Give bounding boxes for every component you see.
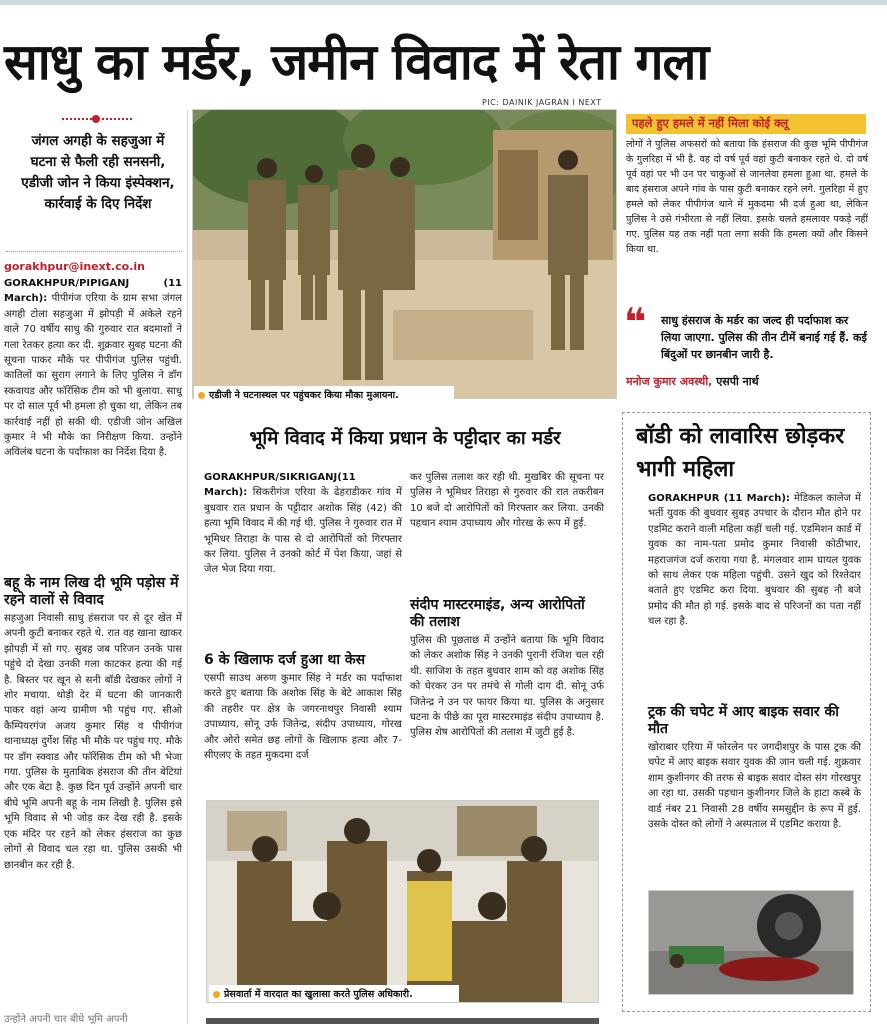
photo-caption xyxy=(209,985,459,1002)
story2-para2: एसपी साउथ अरुण कुमार सिंह ने मर्डर का पर्दाफाश करते हुए बताया कि अशोक सिंह के बेटे आकाश सिंह की तहरीर पर क्षेत्र के जगरनाथपुर निवासी श्याम उपाध्याय, सोनू उर्फ जितेन्द्र, संदीप उपाध्याय, गोरख और ओरो समेत छह लोगों के खिलाफ हत्या और 7-सीएलए के तहत मुकदमा दर्ज xyxy=(204,673,402,762)
divider xyxy=(6,251,182,252)
sidebar-kicker: पहले हुए हमले में नहीं मिला कोई क्लू xyxy=(626,114,866,134)
pull-quote: साधु हंसराज के मर्डर का जल्द ही पर्दाफाश कर लिया जाएगा. पुलिस की तीन टीमें बनाई गई हैं. कई बिंदुओं पर छानबीन जारी है. xyxy=(661,314,867,361)
dateline: GORAKHPUR (11 March): xyxy=(648,493,790,504)
dateline: GORAKHPUR/SIKRIGANJ(11 March): xyxy=(204,472,356,499)
deck-ornament xyxy=(62,118,132,122)
bullet-icon xyxy=(213,991,220,998)
cut-off-text: उन्होंने अपनी चार बीघे भूमि अपनी xyxy=(4,1014,128,1024)
subheading: ट्रक की चपेट में आए बाइक सवार की मौत xyxy=(648,704,839,737)
body-text: सिकरीगंज एरिया के ढेहराडीकर गांव में बुधवार रात प्रधान के पट्टीदार अशोक सिंह (42) की हत्या भूमि विवाद में की गई थी. पुलिस ने गुरुवार रात में भूमिधर तिराहा के पास से दो आरोपितों को गिरफ्तार कर लिया. पुलिस ने उनको कोर्ट में पेश किया, जहां से जेल भेज दिया गया. xyxy=(204,487,402,576)
subheading: 6 के खिलाफ दर्ज हुआ था केस xyxy=(204,652,366,668)
author-role: एसपी नार्थ xyxy=(716,375,759,388)
story2-para1 xyxy=(204,470,402,578)
photo-strip xyxy=(206,1018,599,1024)
photo-caption xyxy=(194,386,454,403)
subheading: संदीप मास्टरमाइंड, अन्य आरोपितों की तलाश xyxy=(410,597,585,630)
top-border xyxy=(0,0,887,5)
story2-col2-para1: कर पुलिस तलाश कर रही थी. मुखबिर की सूचना पर पुलिस ने भूमिधर तिराहा से गुरुवार की रात तकरीबन 10 बजे दो आरोपितों को गिरफ्तार कर लिया. उनकी पहचान श्याम उपाध्याय और गोरख के रूप में हुई. xyxy=(410,472,604,530)
quote-icon: ❝ xyxy=(624,300,647,344)
dateline: GORAKHPUR/PIPIGANJ (11 March): xyxy=(4,278,182,305)
sidebox-para2: खोराबार एरिया में फोरलेन पर जगदीशपुर के पास ट्रक की चपेट में आए बाइक सवार युवक की जान चली गई. शुक्रवार शाम कुशीनगर की तरफ से बाइक सवार दोस्त संग गोरखपुर आ रहा था. उसकी पहचान कुशीनगर जिले के हाटा कस्बे के वार्ड नंबर 21 निवासी 28 वर्षीय समसुद्दीन के रूप में हुई. उसके दोस्त को लोगों ने अस्पताल में एडमिट कराया है. xyxy=(648,742,861,831)
body-text: पीपीगंज एरिया के ग्राम सभा जंगल अगही टोला सहजुआ में झोपड़ी में अकेले रहने वाले 70 वर्षीय साधु की गुरुवार रात बदमाशों ने गला रेतकर हत्या कर दी. शुक्रवार सुबह घटना की सूचना पाकर मौके पर पीपीगंज पुलिस पहुंची. कातिलों का सुराग लगाने के लिए पुलिस ने डॉग स्कवायड और फॉरेंसिक टीम को भी बुलाया. साधु पर दो साल पूर्व भी हमला हो चुका था, लेकिन तब कार्रवाई नहीं हो सकी थी. एडीजी जोन अखिल कुमार ने भी मौके का निरीक्षण किया. उन्होंने अविलंब घटना के पर्दाफाश का निर्देश दिया है. xyxy=(4,293,183,459)
main-story-para2: सहजुआ निवासी साधु हंसराज पर से दूर खेत में अपनी कुटी बनाकर रहते थे. रात वह खाना खाकर झोपड़ी में सो गए. सुबह जब परिजन उनके पास पहुंचे दो देखा उनकी गला काटकर हत्या की गई है. बिस्तर पर खून से सनी बॉडी देखकर लोगों ने शोर मचाया. थोड़ी देर में घटना की जानकारी पाकर वहां अन्य ग्रामीण भी पहुंच गए. सीओ कैम्पियरगंज अजय कुमार सिंह व पीपीगंज थानाध्यक्ष दुर्गेश सिंह भी मौके पर पहुंच गए. मौके पर डॉग स्क्वाड और फॉरेंसिक टीम को भी भेजा गया. पुलिस के मुताबिक हंसराज की तीन बेटियां और एक बेटा है. कुछ दिन पूर्व उन्होंने अपनी चार बीघे भूमि अपनी बहू के नाम लिखी है. पुलिस इसे भूमि विवाद से भी जोड़ कर देख रही है. इसके एक मंदिर पर रहने को लेकर हंसराज का कुछ लोगों से विवाद चल रहा था. पुलिस उसकी भी छानबीन कर रही है. xyxy=(4,613,182,871)
photo-credit: PIC: DAINIK JAGRAN I NEXT xyxy=(482,98,602,107)
press-photo xyxy=(206,800,599,1003)
sidebox-title: बॉडी को लावारिस छोड़कर भागी महिला xyxy=(636,424,845,482)
scene-photo xyxy=(192,109,617,399)
accident-photo-graphic xyxy=(649,891,854,995)
scene-photo-graphic xyxy=(193,110,617,399)
caption-text: प्रेसवार्ता में वारदात का खुलासा करते पुलिस अधिकारी. xyxy=(224,989,413,1000)
sidebox-para1 xyxy=(648,491,861,630)
subheading: बहू के नाम लिख दी भूमि पड़ोस में रहने वालों से विवाद xyxy=(4,575,179,608)
press-photo-graphic xyxy=(207,801,599,1003)
caption-text: एडीजी ने घटनास्थल पर पहुंचकर किया मौका मुआयना. xyxy=(209,390,399,401)
sidebar-text: लोगों ने पुलिस अफसरों को बताया कि हंसराज की कुछ भूमि पीपीगंज के गुलरिहा में भी है. वह दो वर्ष पूर्व वहां कुटी बनाकर रहते थे. दो वर्ष पूर्व वहां पर भी उन पर चाकुओं से जानलेवा हमला हुआ था. हमले के बाद हंसराज अपने गांव के पास कुटी बनाकर रहने लगे. गुलरिहा में हुए हमले को लेकर पीपीगंज थाने में मुकदमा भी दर्ज हुआ था, लेकिन पुलिस ने उसे गंभीरता से नहीं लिया. इसके चलते हमलावर पकड़े नहीं गए. पुलिस यह तक नहीं पता लगा सकी कि हमला क्यों और किसने किया था. xyxy=(626,139,868,255)
story-title: भूमि विवाद में किया प्रधान के पट्टीदार का मर्डर xyxy=(249,428,561,449)
story2-col2-para2: पुलिस की पूछताछ में उन्होंने बताया कि भूमि विवाद को लेकर अशोक सिंह ने उनकी पुरानी रंजिश चल रही थी. साजिश के तहत बुधवार शाम को वह अशोक सिंह को घेरकर उन पर तमंचे से गोली दाग दी. सोनू उर्फ जितेन्द्र ने उन पर फायर किया था. पुलिस के अनुसार घटना के पीछे का पूरा मास्टरमाइंड संदीप उपाध्याय है. पुलिस शेष आरोपितों की तलाश में जुटी हुई है. xyxy=(410,635,604,739)
body-text: मेडिकल कालेज में भर्ती युवक की बुधवार सुबह उपचार के दौरान मौत होने पर एडमिट कराने वाली महिला कहीं चली गई. एडमिशन कार्ड में युवक का नाम-पता प्रमोद कुमार निवासी कोठीभार, महराजगंज दर्ज कराया गया है. मंगलवार शाम घायल युवक को साथ लेकर एक महिला पहुंची. उसने खुद को रिश्तेदार बताते हुए एडमिट करा दिया. बुधवार की सुबह नौ बजे प्रमोद की मौत हो गई. इसके बाद से परिजनों का पता नहीं चल रहा है. xyxy=(648,493,862,628)
page-headline: साधु का मर्डर, जमीन विवाद में रेता गला xyxy=(4,33,709,91)
deck-subheadline: जंगल अगही के सहजुआ में घटना से फैली रही सनसनी, एडीजी जोन ने किया इंस्पेक्शन, कार्रवाई के दिए निर्देश xyxy=(21,133,175,212)
email-link[interactable]: gorakhpur@inext.co.in xyxy=(4,260,146,273)
author-name: मनोज कुमार अवस्थी, xyxy=(626,375,713,388)
column-divider xyxy=(187,110,188,1024)
main-story-para1 xyxy=(4,276,182,461)
accident-photo xyxy=(648,890,854,995)
quote-author xyxy=(626,374,759,389)
bullet-icon xyxy=(198,392,205,399)
